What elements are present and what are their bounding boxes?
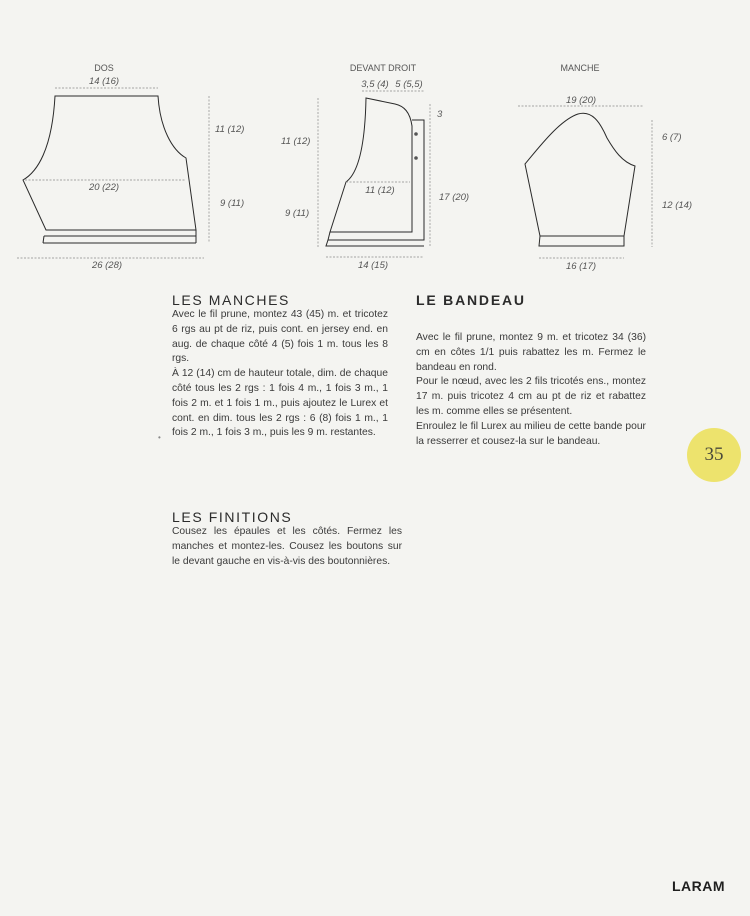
dos-bottom-width: 26 (28) bbox=[91, 260, 123, 271]
devant-droit-title: DEVANT DROIT bbox=[349, 63, 417, 73]
section-finitions bbox=[172, 509, 402, 569]
brand-logo: LARAM bbox=[672, 878, 726, 894]
dos-armhole-height: 11 (12) bbox=[215, 124, 245, 135]
devant-droit-neck-drop: 3 bbox=[437, 109, 443, 120]
manche-bottom-width: 16 (17) bbox=[565, 261, 597, 272]
bandeau-paragraph-1: Avec le fil prune, montez 9 m. et tricotez 34 (36) cm en côtes 1/1 puis rabattez les m. Fermez le bandeau en rond. bbox=[416, 332, 646, 373]
section-finitions-title: LES FINITIONS bbox=[172, 509, 293, 525]
section-manches-title: LES MANCHES bbox=[172, 292, 290, 308]
dos-top-width: 14 (16) bbox=[88, 76, 120, 87]
garment-schematics bbox=[0, 0, 750, 290]
page-number-badge bbox=[687, 428, 741, 482]
page-number: 35 bbox=[704, 444, 724, 465]
bandeau-paragraph-2: Pour le nœud, avec les 2 fils tricotés ens., montez 17 m. puis tricotez 4 cm au pt de riz et rabattez les m. comme elles se présentent. bbox=[416, 376, 646, 417]
section-bandeau-title: LE BANDEAU bbox=[416, 292, 526, 308]
finitions-paragraph-1: Cousez les épaules et les côtés. Fermez les manches et montez-les. Cousez les boutons sur le devant gauche en vis-à-vis des boutonnières. bbox=[172, 526, 402, 567]
devant-droit-outline bbox=[330, 98, 412, 232]
devant-droit-shoulder-a: 3,5 (4) bbox=[361, 79, 389, 90]
section-manches bbox=[172, 292, 388, 441]
devant-droit-armhole-height: 11 (12) bbox=[281, 136, 311, 147]
manches-paragraph-1: Avec le fil prune, montez 43 (45) m. et tricotez 6 rgs au pt de riz, puis cont. en jersey end. en aug. de chaque côté 4 (5) fois 1 m. tous les 8 rgs. bbox=[172, 309, 388, 365]
margin-dot-icon: • bbox=[158, 433, 161, 442]
section-bandeau bbox=[416, 292, 646, 449]
devant-droit-schematic bbox=[281, 63, 469, 271]
manche-top-width: 19 (20) bbox=[565, 95, 597, 106]
manche-cuff bbox=[539, 236, 624, 246]
dos-outline bbox=[23, 96, 196, 230]
button-icon bbox=[414, 156, 418, 160]
dos-schematic bbox=[17, 63, 244, 271]
manche-outline bbox=[525, 113, 635, 236]
devant-droit-shoulder-b: 5 (5,5) bbox=[395, 79, 423, 90]
manche-title: MANCHE bbox=[560, 63, 600, 73]
devant-droit-lower-height: 9 (11) bbox=[285, 208, 310, 219]
devant-droit-chest-width: 11 (12) bbox=[365, 185, 395, 196]
manches-paragraph-2: À 12 (14) cm de hauteur totale, dim. de chaque côté tous les 2 rgs : 1 fois 4 m., 1 fois 3 m., 1 fois 2 m. et 1 fois 1 m., puis ajoutez le Lurex et cont. en dim. tous les 2 rgs : 6 (8) fois 1 m., 1 fois 2 m., 1 fois 3 m., puis les 9 m. restantes. bbox=[172, 368, 388, 439]
manche-sleeve-height: 12 (14) bbox=[662, 200, 693, 211]
manche-schematic bbox=[518, 63, 692, 272]
manche-cap-height: 6 (7) bbox=[662, 132, 682, 143]
dos-chest-width: 20 (22) bbox=[88, 182, 120, 193]
dos-title: DOS bbox=[94, 63, 114, 73]
devant-droit-front-height: 17 (20) bbox=[439, 192, 470, 203]
button-icon bbox=[414, 132, 418, 136]
dos-lower-height: 9 (11) bbox=[220, 198, 245, 209]
devant-droit-band bbox=[328, 120, 424, 240]
bandeau-paragraph-3: Enroulez le fil Lurex au milieu de cette bande pour la resserrer et cousez-la sur le bandeau. bbox=[416, 420, 646, 447]
devant-droit-bottom-width: 14 (15) bbox=[357, 260, 389, 271]
